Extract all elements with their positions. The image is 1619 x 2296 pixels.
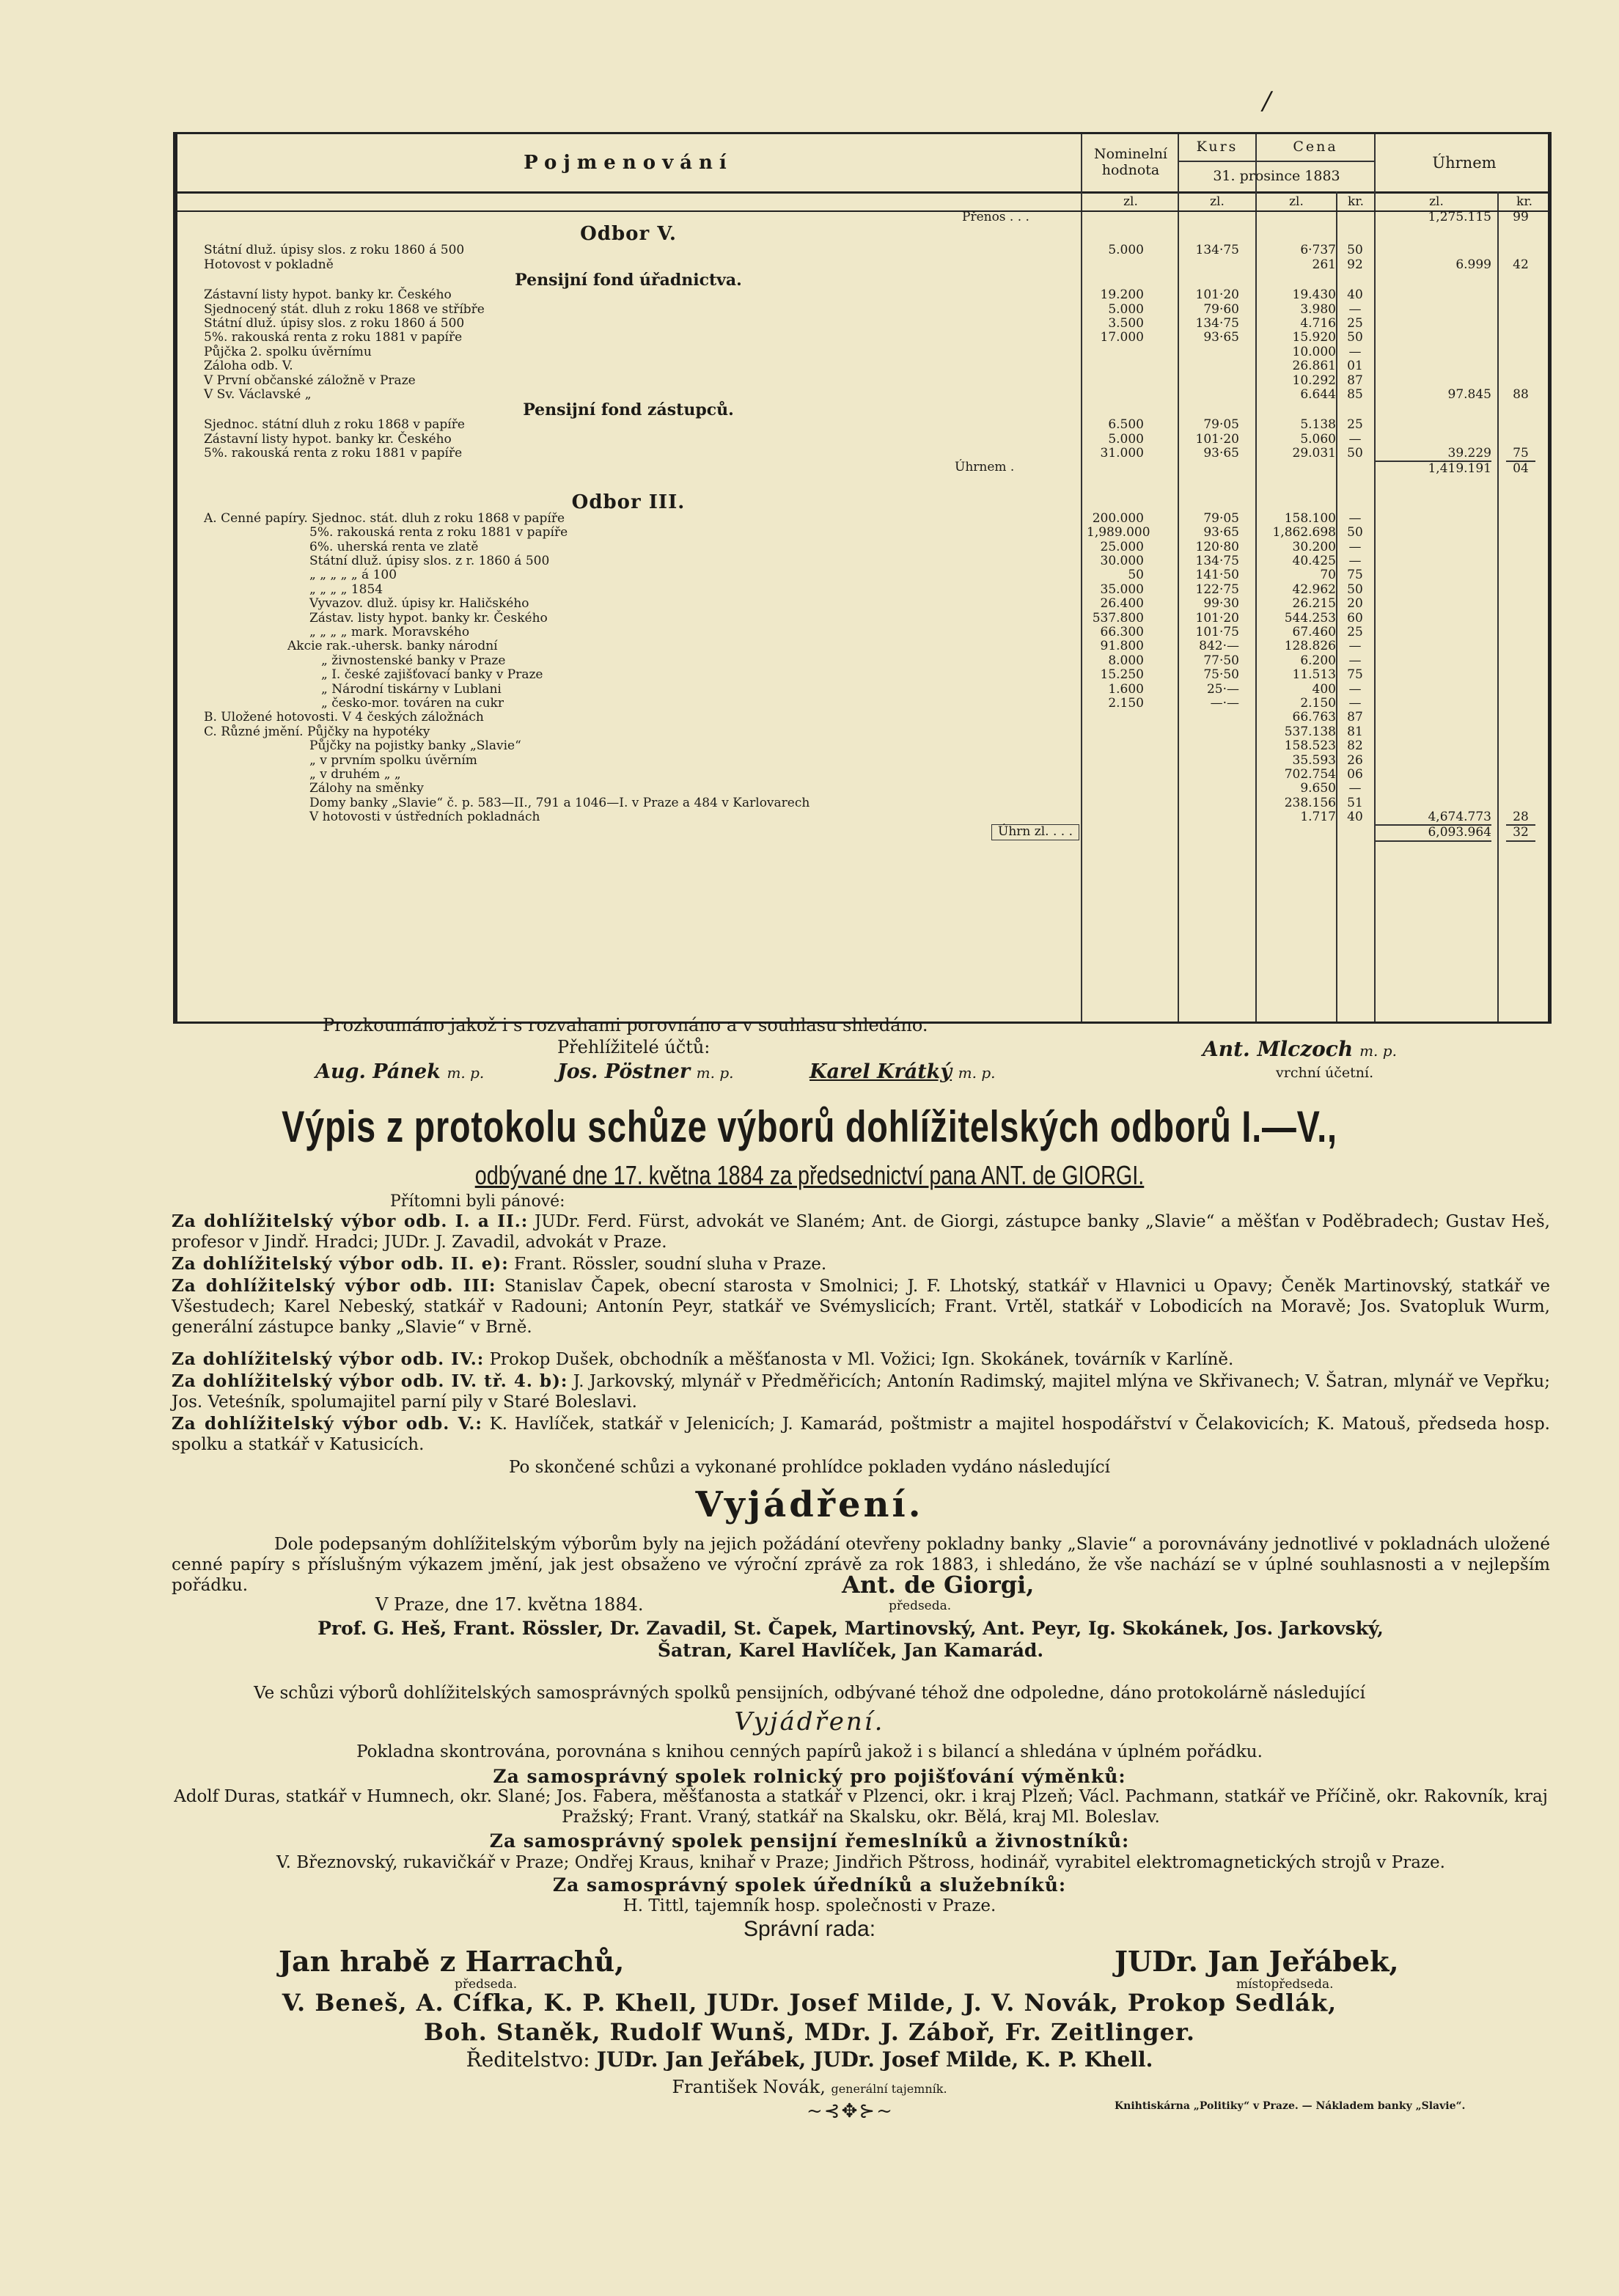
cell-kr: — xyxy=(1348,510,1362,526)
section-penz-zastupcu: Pensijní fond zástupců. xyxy=(523,400,734,420)
cell-zl: 3.980 xyxy=(1300,301,1336,317)
cell-label: Zástav. listy hypot. banky kr. Českého xyxy=(309,610,548,626)
cell-nom: 1,989.000 xyxy=(1087,525,1150,540)
cell-kurs: 101·20 xyxy=(1195,610,1239,626)
cell-nom: 91.800 xyxy=(1100,639,1144,654)
table-row xyxy=(177,711,1548,725)
cell-zl: 26.215 xyxy=(1292,596,1336,612)
table-row xyxy=(177,796,1548,810)
table-row xyxy=(177,597,1548,611)
protocol-title: Výpis z protokolu schůze výborů dohlížitelských odborů I.—V., xyxy=(282,1102,1337,1151)
cell-kr: 01 xyxy=(1347,359,1363,374)
cell-zl: 30.200 xyxy=(1292,539,1336,554)
cell-kurs: 122·75 xyxy=(1195,582,1239,597)
cell-kr: — xyxy=(1348,653,1362,668)
table-row xyxy=(177,768,1548,782)
uhrnem1-label: Úhrnem . xyxy=(955,460,1015,475)
cell-label: Státní dluž. úpisy slos. z roku 1860 á 500 xyxy=(204,243,465,258)
cell-kr: 75 xyxy=(1347,568,1363,583)
accountant-role: vrchní účetní. xyxy=(1276,1065,1374,1081)
cell-nom: 3.500 xyxy=(1108,315,1144,331)
cell-kr: 87 xyxy=(1347,710,1363,725)
cell-kr: 25 xyxy=(1347,417,1363,433)
page-mark: / xyxy=(1263,87,1271,116)
accountant-signature: Ant. Mlczoch m. p. xyxy=(1203,1037,1397,1061)
uhrnem2-uzl: 6,093.964 xyxy=(1376,824,1491,841)
auditors-label: Přehlížitelé účtů: xyxy=(557,1037,711,1057)
cell-label: B. Uložené hotovosti. V 4 českých záložnách xyxy=(204,710,484,725)
protocol-title-wrap xyxy=(0,1101,1619,1152)
auditor-signature-3: Karel Krátký m. p. xyxy=(810,1060,996,1083)
prenos-label: Přenos . . . xyxy=(962,210,1029,224)
table-row xyxy=(177,725,1548,739)
present-label: Přítomni byli pánové: xyxy=(390,1192,565,1211)
cell-kurs: 120·80 xyxy=(1195,539,1239,554)
cell-kr: — xyxy=(1348,695,1362,711)
cell-label: „ česko-mor. továren na cukr xyxy=(321,695,504,711)
cell-zl: 158.523 xyxy=(1284,738,1336,754)
cell-kr: 26 xyxy=(1347,752,1363,768)
odbor3-total-ukr: 28 xyxy=(1513,810,1529,825)
table-row xyxy=(177,317,1548,331)
table-row xyxy=(177,626,1548,639)
table-row xyxy=(177,526,1548,540)
cell-kurs: 101·75 xyxy=(1195,624,1239,639)
protocol-paragraph-1: Za dohlížitelský výbor odb. I. a II.: JUDr. Ferd. Fürst, advokát ve Slaném; Ant. de Giorgi, zástupce banky „Slavie“ a měšťan v Poděbradech; Gustav Heš, profesor v Jindř. Hradci; JUDr. J. Zavadil, advokát v Praze. xyxy=(172,1211,1550,1252)
cell-nom: 35.000 xyxy=(1100,582,1144,597)
cell-nom: 66.300 xyxy=(1100,624,1144,639)
table-row xyxy=(177,683,1548,697)
cell-zl: 70 xyxy=(1320,568,1336,583)
cell-label: Půjčka 2. spolku úvěrnímu xyxy=(204,344,372,359)
table-row xyxy=(177,540,1548,554)
cell-nom: 17.000 xyxy=(1100,330,1144,345)
vyjadreni-2-h2: Za samosprávný spolek pensijní řemeslníků a živnostníků: xyxy=(489,1830,1130,1852)
uhrnem1-row xyxy=(177,460,1548,477)
table-row xyxy=(177,374,1548,388)
cell-kr: 20 xyxy=(1347,596,1363,612)
cell-zl: 29.031 xyxy=(1292,446,1336,461)
cell-kurs: 93·65 xyxy=(1203,330,1239,345)
unit-kr: kr. xyxy=(1348,194,1364,209)
cell-label: „ I. české zajišťovací banky v Praze xyxy=(321,667,543,683)
table-row xyxy=(177,433,1548,447)
cell-label: 5%. rakouská renta z roku 1881 v papíře xyxy=(204,330,463,345)
cell-kr: 25 xyxy=(1347,624,1363,639)
cell-zl: 1,862.698 xyxy=(1272,525,1336,540)
cell-kr: — xyxy=(1348,431,1362,447)
cell-kr: — xyxy=(1348,781,1362,796)
table-row xyxy=(177,782,1548,796)
cell-kurs: 79·60 xyxy=(1203,301,1239,317)
cell-zl: 6.644 xyxy=(1300,386,1336,402)
prenos-row xyxy=(177,210,1548,224)
cell-kr: 85 xyxy=(1347,386,1363,402)
cell-uzl: 39.229 xyxy=(1447,446,1491,461)
cell-zl: 26.861 xyxy=(1292,359,1336,374)
cell-zl: 537.138 xyxy=(1284,724,1336,739)
header-cena: Cena xyxy=(1293,139,1338,155)
cell-kr: 82 xyxy=(1347,738,1363,754)
vyjadreni-2-t3: H. Tittl, tajemník hosp. společnosti v Praze. xyxy=(623,1896,996,1915)
protocol-paragraph-4: Za dohlížitelský výbor odb. IV.: Prokop Dušek, obchodník a měšťanosta v Ml. Vožici; Ign. Skokánek, továrník v Karlíně. xyxy=(172,1349,1234,1369)
table-row xyxy=(177,568,1548,582)
cell-label: „ živnostenské banky v Praze xyxy=(321,653,506,668)
cell-kr: — xyxy=(1348,681,1362,697)
cell-zl: 702.754 xyxy=(1284,766,1336,782)
cell-label: 6%. uherská renta ve zlatě xyxy=(309,539,479,554)
cell-kurs: 99·30 xyxy=(1203,596,1239,612)
board-president: Jan hrabě z Harrachů, xyxy=(279,1945,625,1978)
section-penz-urednictva: Pensijní fond úřadnictva. xyxy=(515,271,742,290)
cell-kr: 75 xyxy=(1347,667,1363,683)
cell-kurs: 842·— xyxy=(1199,639,1239,654)
cell-uzl: 6.999 xyxy=(1455,257,1491,272)
cell-kr: 60 xyxy=(1347,610,1363,626)
cell-nom: 31.000 xyxy=(1100,446,1144,461)
unit-zl: zl. xyxy=(1289,194,1304,209)
table-row xyxy=(177,303,1548,317)
protocol-subtitle: odbývané dne 17. května 1884 za předsednictví pana ANT. de GIORGI. xyxy=(474,1160,1145,1190)
cell-nom: 1.600 xyxy=(1108,681,1144,697)
board-vice: JUDr. Jan Jeřábek, xyxy=(1115,1945,1399,1978)
cell-kr: 40 xyxy=(1347,810,1363,825)
cell-kr: 81 xyxy=(1347,724,1363,739)
cell-zl: 6.200 xyxy=(1300,653,1336,668)
vyjadreni-1-date: V Praze, dne 17. května 1884. xyxy=(375,1594,644,1615)
board-vice-role: místopředseda. xyxy=(1236,1977,1334,1992)
table-row xyxy=(177,243,1548,257)
cell-zl: 400 xyxy=(1312,681,1336,697)
vyjadreni-2-h1: Za samosprávný spolek rolnický pro pojišťování výměnků: xyxy=(493,1766,1126,1787)
protocol-paragraph-5: Za dohlížitelský výbor odb. IV. tř. 4. b): J. Jarkovský, mlynář v Předměřicích; Antonín Radimský, majitel mlýna ve Skřivanech; V. Šatran, mlynář ve Vepřku; Jos. Veteśník, spolumajitel parní pily v Staré Boleslavi. xyxy=(172,1371,1550,1412)
cell-zl: 42.962 xyxy=(1292,582,1336,597)
header-kurs: Kurs xyxy=(1196,139,1238,155)
protocol-paragraph-2: Za dohlížitelský výbor odb. II. e): Frant. Rössler, soudní sluha v Praze. xyxy=(172,1254,827,1274)
cell-kr: 25 xyxy=(1347,315,1363,331)
cell-kr: 92 xyxy=(1347,257,1363,272)
cell-label: C. Různé jmění. Půjčky na hypotéky xyxy=(204,724,430,739)
header-pojmenovani: Pojmenování xyxy=(524,152,733,174)
vyjadreni-2-intro: Ve schůzi výborů dohlížitelských samosprávných spolků pensijních, odbývané téhož dne odpoledne, dáno protokolárně následující xyxy=(254,1684,1365,1703)
uhrnem1-ukr: 04 xyxy=(1506,461,1535,476)
cell-kurs: 93·65 xyxy=(1203,446,1239,461)
cell-label: Sjednocený stát. dluh z roku 1868 ve stříbře xyxy=(204,301,485,317)
table-row xyxy=(177,612,1548,626)
board-directorate: Ředitelstvo: JUDr. Jan Jeřábek, JUDr. Josef Milde, K. P. Khell. xyxy=(466,2047,1153,2072)
cell-zl: 35.593 xyxy=(1292,752,1336,768)
vyjadreni-2-t2: V. Březnovský, rukavičkář v Praze; Ondřej Kraus, knihař v Praze; Jindřich Pštross, hodinář, vyrabitel elektromagnetických strojů v Praze. xyxy=(276,1853,1445,1872)
auditor-signature-1: Aug. Pánek m. p. xyxy=(315,1060,485,1083)
cell-zl: 9.650 xyxy=(1300,781,1336,796)
cell-zl: 5.060 xyxy=(1300,431,1336,447)
cell-nom: 200.000 xyxy=(1092,510,1144,526)
cell-kurs: 101·20 xyxy=(1195,287,1239,303)
table-row xyxy=(177,583,1548,597)
cell-nom: 19.200 xyxy=(1100,287,1144,303)
cell-kurs: 79·05 xyxy=(1203,417,1239,433)
cell-label: 5%. rakouská renta z roku 1881 v papíře xyxy=(309,525,568,540)
unit-kurs: zl. xyxy=(1210,194,1225,209)
cell-label: Státní dluž. úpisy slos. z r. 1860 á 500 xyxy=(309,554,550,569)
table-row xyxy=(177,512,1548,526)
cell-kr: 50 xyxy=(1347,330,1363,345)
table-header xyxy=(177,134,1548,194)
cell-kr: 50 xyxy=(1347,446,1363,461)
cell-kurs: —·— xyxy=(1210,695,1239,711)
cell-kurs: 77·50 xyxy=(1203,653,1239,668)
board-secretary: František Novák, generální tajemník. xyxy=(672,2077,947,2097)
prenos-ukr: 99 xyxy=(1513,210,1529,224)
cell-kr: — xyxy=(1348,554,1362,569)
cell-kurs: 134·75 xyxy=(1195,243,1239,258)
table-row xyxy=(177,359,1548,373)
protocol-after: Po skončené schůzi a vykonané prohlídce pokladen vydáno následující xyxy=(508,1458,1111,1477)
cell-zl: 11.513 xyxy=(1292,667,1336,683)
cell-label: Hotovost v pokladně xyxy=(204,257,334,272)
header-nominal: Nominelní hodnota xyxy=(1093,146,1168,178)
vyjadreni-1-signers: Prof. G. Heš, Frant. Rössler, Dr. Zavadil, St. Čapek, Martinovský, Ant. Peyr, Ig. Skokánek, Jos. Jarkovský, Šatran, Karel Havlíček, Jan Kamarád. xyxy=(317,1618,1384,1661)
odbor3-total-uzl: 4,674.773 xyxy=(1428,810,1491,825)
board-title: Správní rada: xyxy=(743,1917,876,1941)
cell-zl: 66.763 xyxy=(1292,710,1336,725)
cell-zl: 10.000 xyxy=(1292,344,1336,359)
cell-nom: 6.500 xyxy=(1108,417,1144,433)
cell-zl: 40.425 xyxy=(1292,554,1336,569)
uhrnem2-row xyxy=(177,824,1548,838)
cell-ukr: 88 xyxy=(1513,386,1529,402)
ornament: ~⊰✥⊱~ xyxy=(807,2100,894,2122)
prenos-uzl: 1,275.115 xyxy=(1428,210,1491,224)
cell-kurs: 93·65 xyxy=(1203,525,1239,540)
cell-nom: 8.000 xyxy=(1108,653,1144,668)
cell-label: Sjednoc. státní dluh z roku 1868 v papíře xyxy=(204,417,465,433)
cell-zl: 15.920 xyxy=(1292,330,1336,345)
cell-label: „ „ „ „ „ á 100 xyxy=(309,568,397,583)
table-row xyxy=(177,345,1548,359)
cell-zl: 2.150 xyxy=(1300,695,1336,711)
cell-label: V hotovosti v ústředních pokladnách xyxy=(309,810,540,825)
table-row xyxy=(177,447,1548,461)
cell-kr: — xyxy=(1348,344,1362,359)
cell-kurs: 75·50 xyxy=(1203,667,1239,683)
cell-label: Půjčky na pojistky banky „Slavie“ xyxy=(309,738,521,754)
cell-label: Zálohy na směnky xyxy=(309,781,424,796)
cell-zl: 67.460 xyxy=(1292,624,1336,639)
protocol-subtitle-wrap xyxy=(0,1160,1619,1191)
table-row xyxy=(177,668,1548,682)
cell-kurs: 79·05 xyxy=(1203,510,1239,526)
cell-kr: 50 xyxy=(1347,582,1363,597)
cell-zl: 4.716 xyxy=(1300,315,1336,331)
cell-label: A. Cenné papíry. Sjednoc. stát. dluh z roku 1868 v papíře xyxy=(204,510,565,526)
cell-nom: 5.000 xyxy=(1108,431,1144,447)
table-row xyxy=(177,654,1548,668)
cell-zl: 5.138 xyxy=(1300,417,1336,433)
cell-label: „ v prvním spolku úvěrním xyxy=(309,752,477,768)
auditor-signature-2: Jos. Pöstner m. p. xyxy=(557,1060,734,1083)
cell-kr: 50 xyxy=(1347,243,1363,258)
board-members-1: V. Beneš, A. Cífka, K. P. Khell, JUDr. Josef Milde, J. V. Novák, Prokop Sedlák, xyxy=(282,1989,1337,2017)
cell-kr: 40 xyxy=(1347,287,1363,303)
ledger-table xyxy=(173,132,1552,1024)
vyjadreni-1-chair: Ant. de Giorgi, xyxy=(842,1571,1035,1599)
board-president-role: předseda. xyxy=(455,1977,518,1992)
uhrnem1-uzl: 1,419.191 xyxy=(1376,461,1491,476)
cell-label: Státní dluž. úpisy slos. z roku 1860 á 500 xyxy=(204,315,465,331)
cell-nom: 15.250 xyxy=(1100,667,1144,683)
vyjadreni-2-text: Pokladna skontrována, porovnána s knihou cenných papírů jakož i s bilancí a shledána v úplném pořádku. xyxy=(356,1742,1263,1761)
cell-zl: 10.292 xyxy=(1292,373,1336,388)
board-members-2: Boh. Staněk, Rudolf Wunš, MDr. J. Záboř, Fr. Zeitlinger. xyxy=(423,2018,1196,2046)
cell-kr: 50 xyxy=(1347,525,1363,540)
header-date: 31. prosince 1883 xyxy=(1213,168,1340,184)
cell-kr: 06 xyxy=(1347,766,1363,782)
table-row xyxy=(177,554,1548,568)
cell-kurs: 134·75 xyxy=(1195,315,1239,331)
cell-zl: 544.253 xyxy=(1284,610,1336,626)
uhrnem2-label: Úhrn zl. . . . xyxy=(991,824,1079,840)
unit-uzl: zl. xyxy=(1429,194,1444,209)
cell-zl: 19.430 xyxy=(1292,287,1336,303)
header-uhrnem: Úhrnem xyxy=(1432,154,1497,172)
cell-kr: 87 xyxy=(1347,373,1363,388)
cell-kr: — xyxy=(1348,539,1362,554)
cell-nom: 50 xyxy=(1128,568,1144,583)
cell-zl: 128.826 xyxy=(1284,639,1336,654)
cell-kurs: 101·20 xyxy=(1195,431,1239,447)
table-row xyxy=(177,418,1548,432)
vyjadreni-2-title: Vyjádření. xyxy=(734,1707,885,1736)
table-row xyxy=(177,258,1548,272)
unit-ukr: kr. xyxy=(1516,194,1532,209)
protocol-paragraph-6: Za dohlížitelský výbor odb. V.: K. Havlíček, statkář v Jelenicích; J. Kamarád, poštmistr a majitel hospodářství v Čelakovicích; K. Matouš, předseda hosp. spolku a statkář v Katusicích. xyxy=(172,1414,1550,1454)
vyjadreni-2-h3: Za samosprávný spolek úředníků a služebníků: xyxy=(552,1874,1067,1896)
table-row xyxy=(177,288,1548,302)
imprint: Knihtiskárna „Politiky“ v Praze. — Nákladem banky „Slavie“. xyxy=(1115,2100,1466,2112)
cell-label: Záloha odb. V. xyxy=(204,359,293,374)
section-odbor-v: Odbor V. xyxy=(580,223,677,246)
cell-nom: 30.000 xyxy=(1100,554,1144,569)
cell-nom: 2.150 xyxy=(1108,695,1144,711)
cell-nom: 537.800 xyxy=(1092,610,1144,626)
uhrnem2-ukr: 32 xyxy=(1506,824,1535,841)
cell-zl: 6·737 xyxy=(1300,243,1336,258)
cell-zl: 238.156 xyxy=(1284,795,1336,810)
cell-label: V Sv. Václavské „ xyxy=(204,386,312,402)
vyjadreni-1-text: Dole podepsaným dohlížitelským výborům byly na jejich požádání otevřeny pokladny banky „Slavie“ a porovnávány jednotlivé v pokladnách uložené cenné papíry s příslušným výkazem jmění, jak jest obsaženo ve výroční zprávě za rok 1883, i shledáno, že vše nachází se v úplné souhlasnosti a v nejlepším pořádku. xyxy=(172,1535,1550,1595)
table-row xyxy=(177,739,1548,753)
cell-label: 5%. rakouská renta z roku 1881 v papíře xyxy=(204,446,463,461)
cell-label: Vyvazov. dluž. úpisy kr. Haličského xyxy=(309,596,529,612)
review-line: Prozkoumáno jakož i s rozvahami porovnáno a v souhlasu shledáno. xyxy=(323,1015,928,1035)
section-odbor-iii: Odbor III. xyxy=(571,491,686,513)
cell-kr: 51 xyxy=(1347,795,1363,810)
table-body xyxy=(177,210,1548,839)
cell-kr: — xyxy=(1348,639,1362,654)
table-row xyxy=(177,388,1548,402)
cell-label: Zástavní listy hypot. banky kr. Českého xyxy=(204,287,452,303)
cell-ukr: 42 xyxy=(1513,257,1529,272)
cell-label: „ „ „ „ 1854 xyxy=(309,582,383,597)
cell-zl: 261 xyxy=(1312,257,1336,272)
cell-label: „ „ „ „ mark. Moravského xyxy=(309,624,470,639)
cell-zl: 158.100 xyxy=(1284,510,1336,526)
cell-nom: 5.000 xyxy=(1108,301,1144,317)
cell-label: „ Národní tiskárny v Lublani xyxy=(321,681,502,697)
table-row xyxy=(177,639,1548,653)
table-row xyxy=(177,810,1548,824)
cell-label: Zástavní listy hypot. banky kr. Českého xyxy=(204,431,452,447)
cell-kr: — xyxy=(1348,301,1362,317)
cell-label: Akcie rak.-uhersk. banky národní xyxy=(287,639,498,654)
table-row xyxy=(177,697,1548,711)
cell-nom: 26.400 xyxy=(1100,596,1144,612)
vyjadreni-1-chair-role: předseda. xyxy=(889,1599,952,1613)
cell-label: Domy banky „Slavie“ č. p. 583—II., 791 a 1046—I. v Praze a 484 v Karlovarech xyxy=(309,795,810,810)
unit-nom: zl. xyxy=(1123,194,1138,209)
protocol-paragraph-3: Za dohlížitelský výbor odb. III: Stanislav Čapek, obecní starosta v Smolnici; J. F. Lhotský, statkář v Hlavnici u Opavy; Čeněk Martinovský, statkář ve Všestudech; Karel Nebeský, statkář v Radouni; Antonín Peyr, statkář ve Svémyslicích; Frant. Vrtěl, statkář v Lobodicích na Moravě; Jos. Svatopluk Wurm, generální zástupce banky „Slavie“ v Brně. xyxy=(172,1276,1550,1337)
cell-uzl: 97.845 xyxy=(1447,386,1491,402)
cell-kurs: 25·— xyxy=(1206,681,1239,697)
vyjadreni-1-title: Vyjádření. xyxy=(695,1484,924,1525)
cell-nom: 5.000 xyxy=(1108,243,1144,258)
cell-label: „ v druhém „ „ xyxy=(309,766,401,782)
cell-kurs: 141·50 xyxy=(1195,568,1239,583)
table-row xyxy=(177,331,1548,345)
cell-nom: 25.000 xyxy=(1100,539,1144,554)
cell-zl: 1.717 xyxy=(1300,810,1336,825)
table-row xyxy=(177,754,1548,768)
vyjadreni-2-t1: Adolf Duras, statkář v Humnech, okr. Slané; Jos. Fabera, měšťanosta a statkář v Plzenci, okr. i kraj Plzeň; Václ. Pachmann, statkář ve Příčině, okr. Rakovník, kraj Pražský; Frant. Vraný, statkář na Skalsku, okr. Bělá, kraj Ml. Boleslav. xyxy=(174,1787,1548,1827)
cell-kurs: 134·75 xyxy=(1195,554,1239,569)
cell-ukr: 75 xyxy=(1513,446,1529,461)
cell-label: V První občanské záložně v Praze xyxy=(204,373,416,388)
